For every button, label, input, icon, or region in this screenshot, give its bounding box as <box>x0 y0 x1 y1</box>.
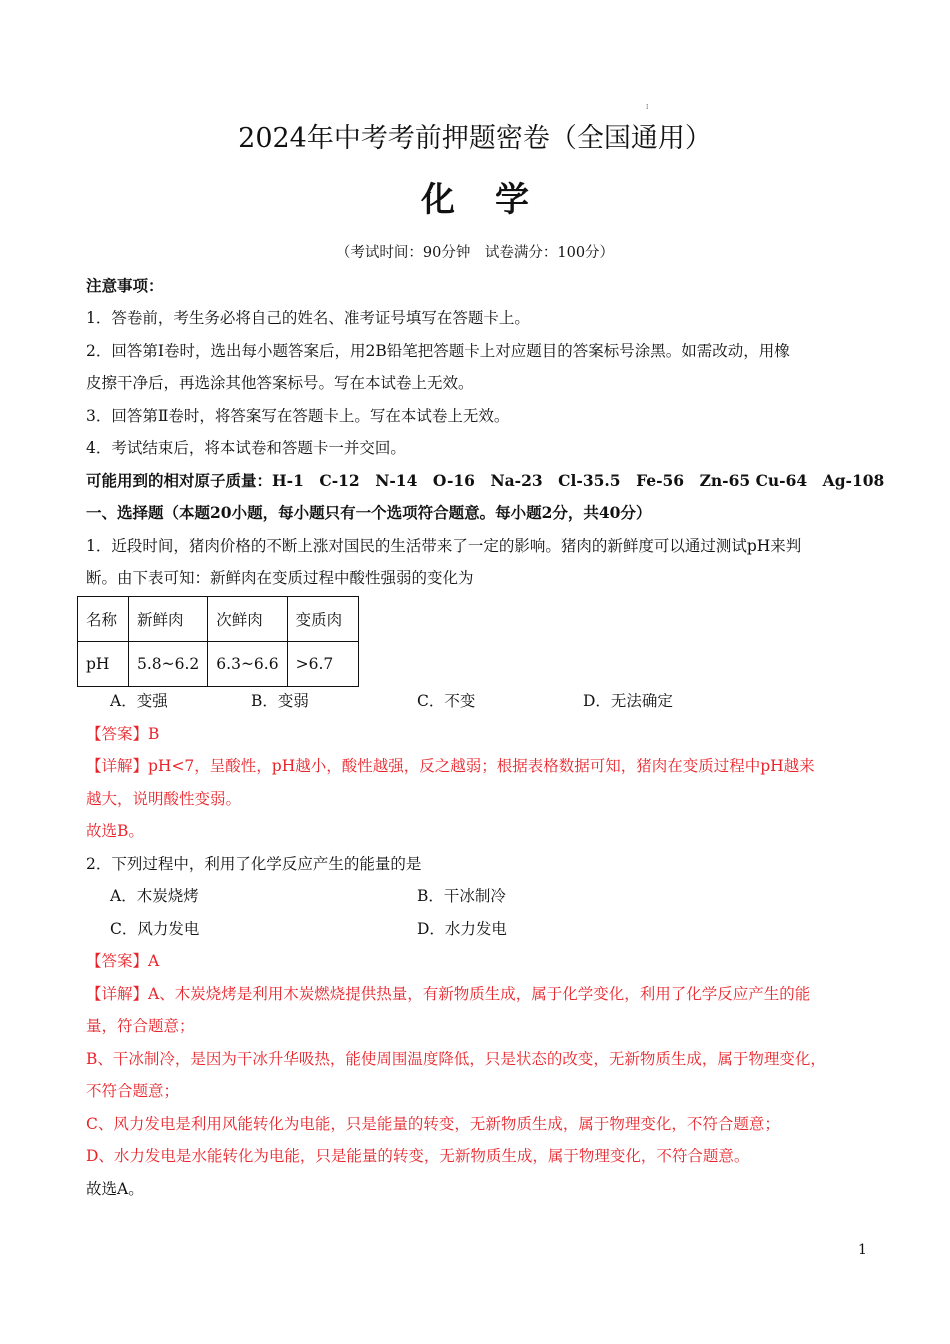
table-cell: 新鲜肉 <box>129 597 208 642</box>
q2-conclusion: 故选A。 <box>86 1180 144 1198</box>
table-row <box>78 642 359 687</box>
q1-option-b: B．变弱 <box>251 692 309 710</box>
table-header-row <box>78 597 359 642</box>
q2-option-b: B．干冰制冷 <box>417 887 506 905</box>
q2-option-d: D．水力发电 <box>417 920 507 938</box>
q2-answer: 【答案】A <box>86 952 160 970</box>
q1-option-c: C．不变 <box>417 692 476 710</box>
notice-item: 3．回答第Ⅱ卷时，将答案写在答题卡上。写在本试卷上无效。 <box>86 407 510 425</box>
exam-info: （考试时间：90分钟 试卷满分：100分） <box>335 245 615 261</box>
notice-item: 皮擦干净后，再选涂其他答案标号。写在本试卷上无效。 <box>86 374 474 392</box>
q1-answer: 【答案】B <box>86 725 160 743</box>
notice-item: 4．考试结束后，将本试卷和答题卡一并交回。 <box>86 439 406 457</box>
page-number: 1 <box>858 1242 867 1258</box>
header-mark: I <box>646 104 649 111</box>
q2-explanation: 不符合题意； <box>86 1082 180 1100</box>
q1-explanation: 越大，说明酸性变弱。 <box>86 790 242 808</box>
table-cell: >6.7 <box>287 642 358 687</box>
q1-option-d: D．无法确定 <box>583 692 673 710</box>
table-cell: pH <box>78 642 129 687</box>
notice-heading: 注意事项： <box>86 276 164 295</box>
q1-stem: 1．近段时间，猪肉价格的不断上涨对国民的生活带来了一定的影响。猪肉的新鲜度可以通过测试pH来判 <box>86 537 802 555</box>
page-title: 2024年中考考前押题密卷（全国通用） <box>238 123 712 154</box>
atomic-masses: 可能用到的相对原子质量：H-1 C-12 N-14 O-16 Na-23 Cl-35.5 Fe-56 Zn-65 Cu-64 Ag-108 <box>86 471 885 490</box>
q2-option-c: C．风力发电 <box>110 920 200 938</box>
q2-explanation: D、水力发电是水能转化为电能，只是能量的转变，无新物质生成，属于物理变化，不符合题意。 <box>86 1147 750 1165</box>
table-cell: 5.8~6.2 <box>129 642 208 687</box>
ph-table <box>77 596 359 687</box>
q1-stem: 断。由下表可知：新鲜肉在变质过程中酸性强弱的变化为 <box>86 569 474 587</box>
q2-stem: 2．下列过程中，利用了化学反应产生的能量的是 <box>86 855 422 873</box>
q2-explanation: 量，符合题意； <box>86 1017 195 1035</box>
q1-explanation: 【详解】pH<7，呈酸性，pH越小，酸性越强，反之越弱；根据表格数据可知，猪肉在变质过程中pH越来 <box>86 757 815 775</box>
subject-title: 化学 <box>421 180 569 220</box>
q2-explanation: B、干冰制冷，是因为干冰升华吸热，能使周围温度降低，只是状态的改变，无新物质生成，属于物理变化， <box>86 1050 826 1068</box>
q2-option-a: A．木炭烧烤 <box>110 887 199 905</box>
notice-item: 2．回答第Ⅰ卷时，选出每小题答案后，用2B铅笔把答题卡上对应题目的答案标号涂黑。如需改动，用橡 <box>86 342 790 360</box>
table-cell: 变质肉 <box>287 597 358 642</box>
q2-explanation: C、风力发电是利用风能转化为电能，只是能量的转变，无新物质生成，属于物理变化，不符合题意； <box>86 1115 780 1133</box>
notice-item: 1．答卷前，考生务必将自己的姓名、准考证号填写在答题卡上。 <box>86 309 530 327</box>
table-cell: 名称 <box>78 597 129 642</box>
q1-option-a: A．变强 <box>110 692 168 710</box>
section-heading: 一、选择题（本题20小题，每小题只有一个选项符合题意。每小题2分，共40分） <box>86 503 652 522</box>
table-cell: 6.3~6.6 <box>208 642 287 687</box>
q1-conclusion: 故选B。 <box>86 822 144 840</box>
table-cell: 次鲜肉 <box>208 597 287 642</box>
q2-explanation: 【详解】A、木炭烧烤是利用木炭燃烧提供热量，有新物质生成，属于化学变化，利用了化学反应产生的能 <box>86 985 811 1003</box>
